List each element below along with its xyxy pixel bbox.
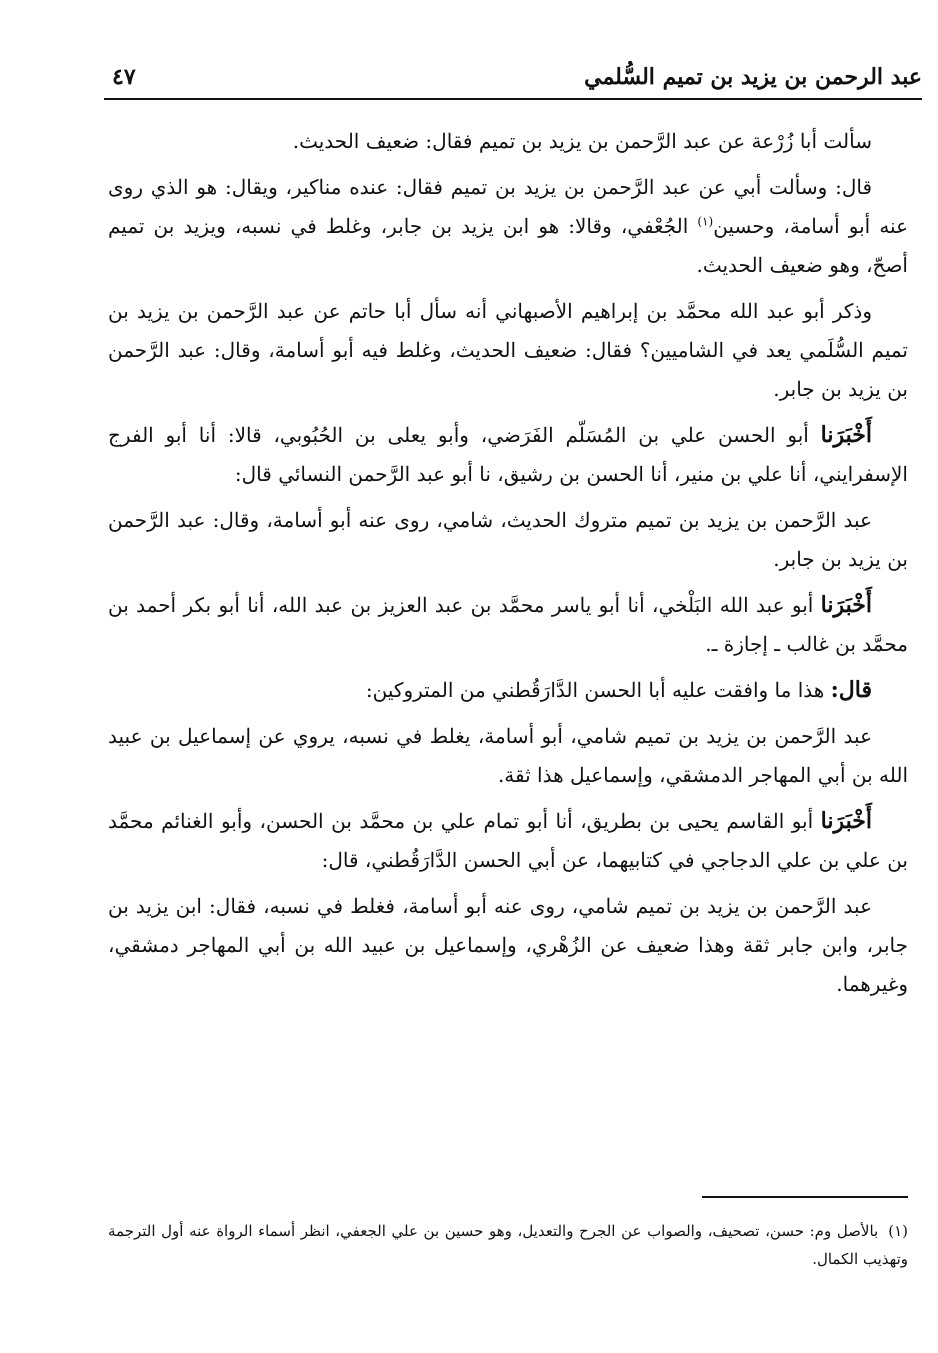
page-number: ٤٧ [112, 64, 136, 90]
paragraph-1 [108, 122, 908, 161]
paragraph-6 [108, 586, 908, 664]
paragraph-text: أبو القاسم يحيى بن بطريق، أنا أبو تمام علي بن محمَّد بن الحسن، وأبو الغنائم محمَّد بن علي بن علي الدجاجي في كتابيهما، عن أبي الحسن الدَّارَقُطني، قال: [108, 809, 908, 872]
paragraph-text: هذا ما وافقت عليه أبا الحسن الدَّارَقُطني من المتروكين: [365, 678, 831, 702]
paragraph-4 [108, 416, 908, 494]
paragraph-text: عبد الرَّحمن بن يزيد بن تميم شامي، أبو أسامة، يغلط في نسبه، يروي عن إسماعيل بن عبيد الله بن أبي المهاجر الدمشقي، وإسماعيل هذا ثقة. [108, 724, 908, 787]
keyword-qala: قال: [830, 677, 872, 703]
footnote-reference: (١) [697, 214, 714, 229]
footnote [108, 1217, 908, 1273]
main-text [108, 122, 908, 1011]
paragraph-2 [108, 168, 908, 285]
footnote-divider [702, 1196, 908, 1198]
paragraph-text: سألت أبا زُرْعة عن عبد الرَّحمن بن يزيد بن تميم فقال: ضعيف الحديث. [292, 129, 872, 153]
paragraph-10 [108, 887, 908, 1004]
paragraph-5 [108, 501, 908, 579]
paragraph-text-continued: الجُعْفي، وقالا: هو ابن يزيد بن جابر، وغلط في نسبه، ويزيد بن تميم أصحّ، وهو ضعيف الحديث. [108, 214, 908, 277]
paragraph-text: أبو عبد الله البَلْخي، أنا أبو ياسر محمَّد بن عبد العزيز بن عبد الله، أنا أبو بكر أحمد بن محمَّد بن غالب ـ إجازة ـ. [108, 593, 908, 656]
paragraph-text: وذكر أبو عبد الله محمَّد بن إبراهيم الأصبهاني أنه سأل أبا حاتم عن عبد الرَّحمن بن يزيد بن تميم السُّلَمي يعد في الشاميين؟ فقال: ضعيف الحديث، وغلط فيه أبو أسامة، وقال: عبد الرَّحمن بن يزيد بن جابر. [108, 299, 908, 401]
paragraph-text: عبد الرَّحمن بن يزيد بن تميم متروك الحديث، شامي، روى عنه أبو أسامة، وقال: عبد الرَّحمن بن يزيد بن جابر. [108, 508, 908, 571]
paragraph-3 [108, 292, 908, 409]
footnote-marker: (١) [888, 1222, 908, 1240]
paragraph-text: قال: وسألت أبي عن عبد الرَّحمن بن يزيد بن تميم فقال: عنده مناكير، ويقال: هو الذي روى عنه أبو أسامة، وحسين [108, 175, 909, 238]
keyword-akhbarana: أَخْبَرَنا [820, 592, 872, 618]
footnote-text: بالأصل وم: حسن، تصحيف، والصواب عن الجرح والتعديل، وهو حسين بن علي الجعفي، انظر أسماء الرواة عنه أول الترجمة وتهذيب الكمال. [108, 1222, 908, 1268]
paragraph-8 [108, 717, 908, 795]
paragraph-9 [108, 802, 908, 880]
paragraph-text: عبد الرَّحمن بن يزيد بن تميم شامي، روى عنه أبو أسامة، فغلط في نسبه، فقال: ابن يزيد بن جابر، وابن جابر ثقة وهذا ضعيف عن الزُهْري، وإسماعيل بن عبيد الله بن أبي المهاجر دمشقي، وغيرهما. [108, 894, 908, 996]
running-head: عبد الرحمن بن يزيد بن تميم السُّلمي [584, 64, 922, 90]
keyword-akhbarana: أَخْبَرَنا [820, 808, 872, 834]
paragraph-text: أبو الحسن علي بن المُسَلّم الفَرَضي، وأبو يعلى بن الحُبُوبي، قالا: أنا أبو الفرج الإسفرايني، أنا علي بن منير، أنا الحسن بن رشيق، نا أبو عبد الرَّحمن النسائي قال: [108, 423, 908, 486]
paragraph-7 [108, 671, 908, 710]
page-header [104, 62, 922, 100]
keyword-akhbarana: أَخْبَرَنا [820, 422, 872, 448]
